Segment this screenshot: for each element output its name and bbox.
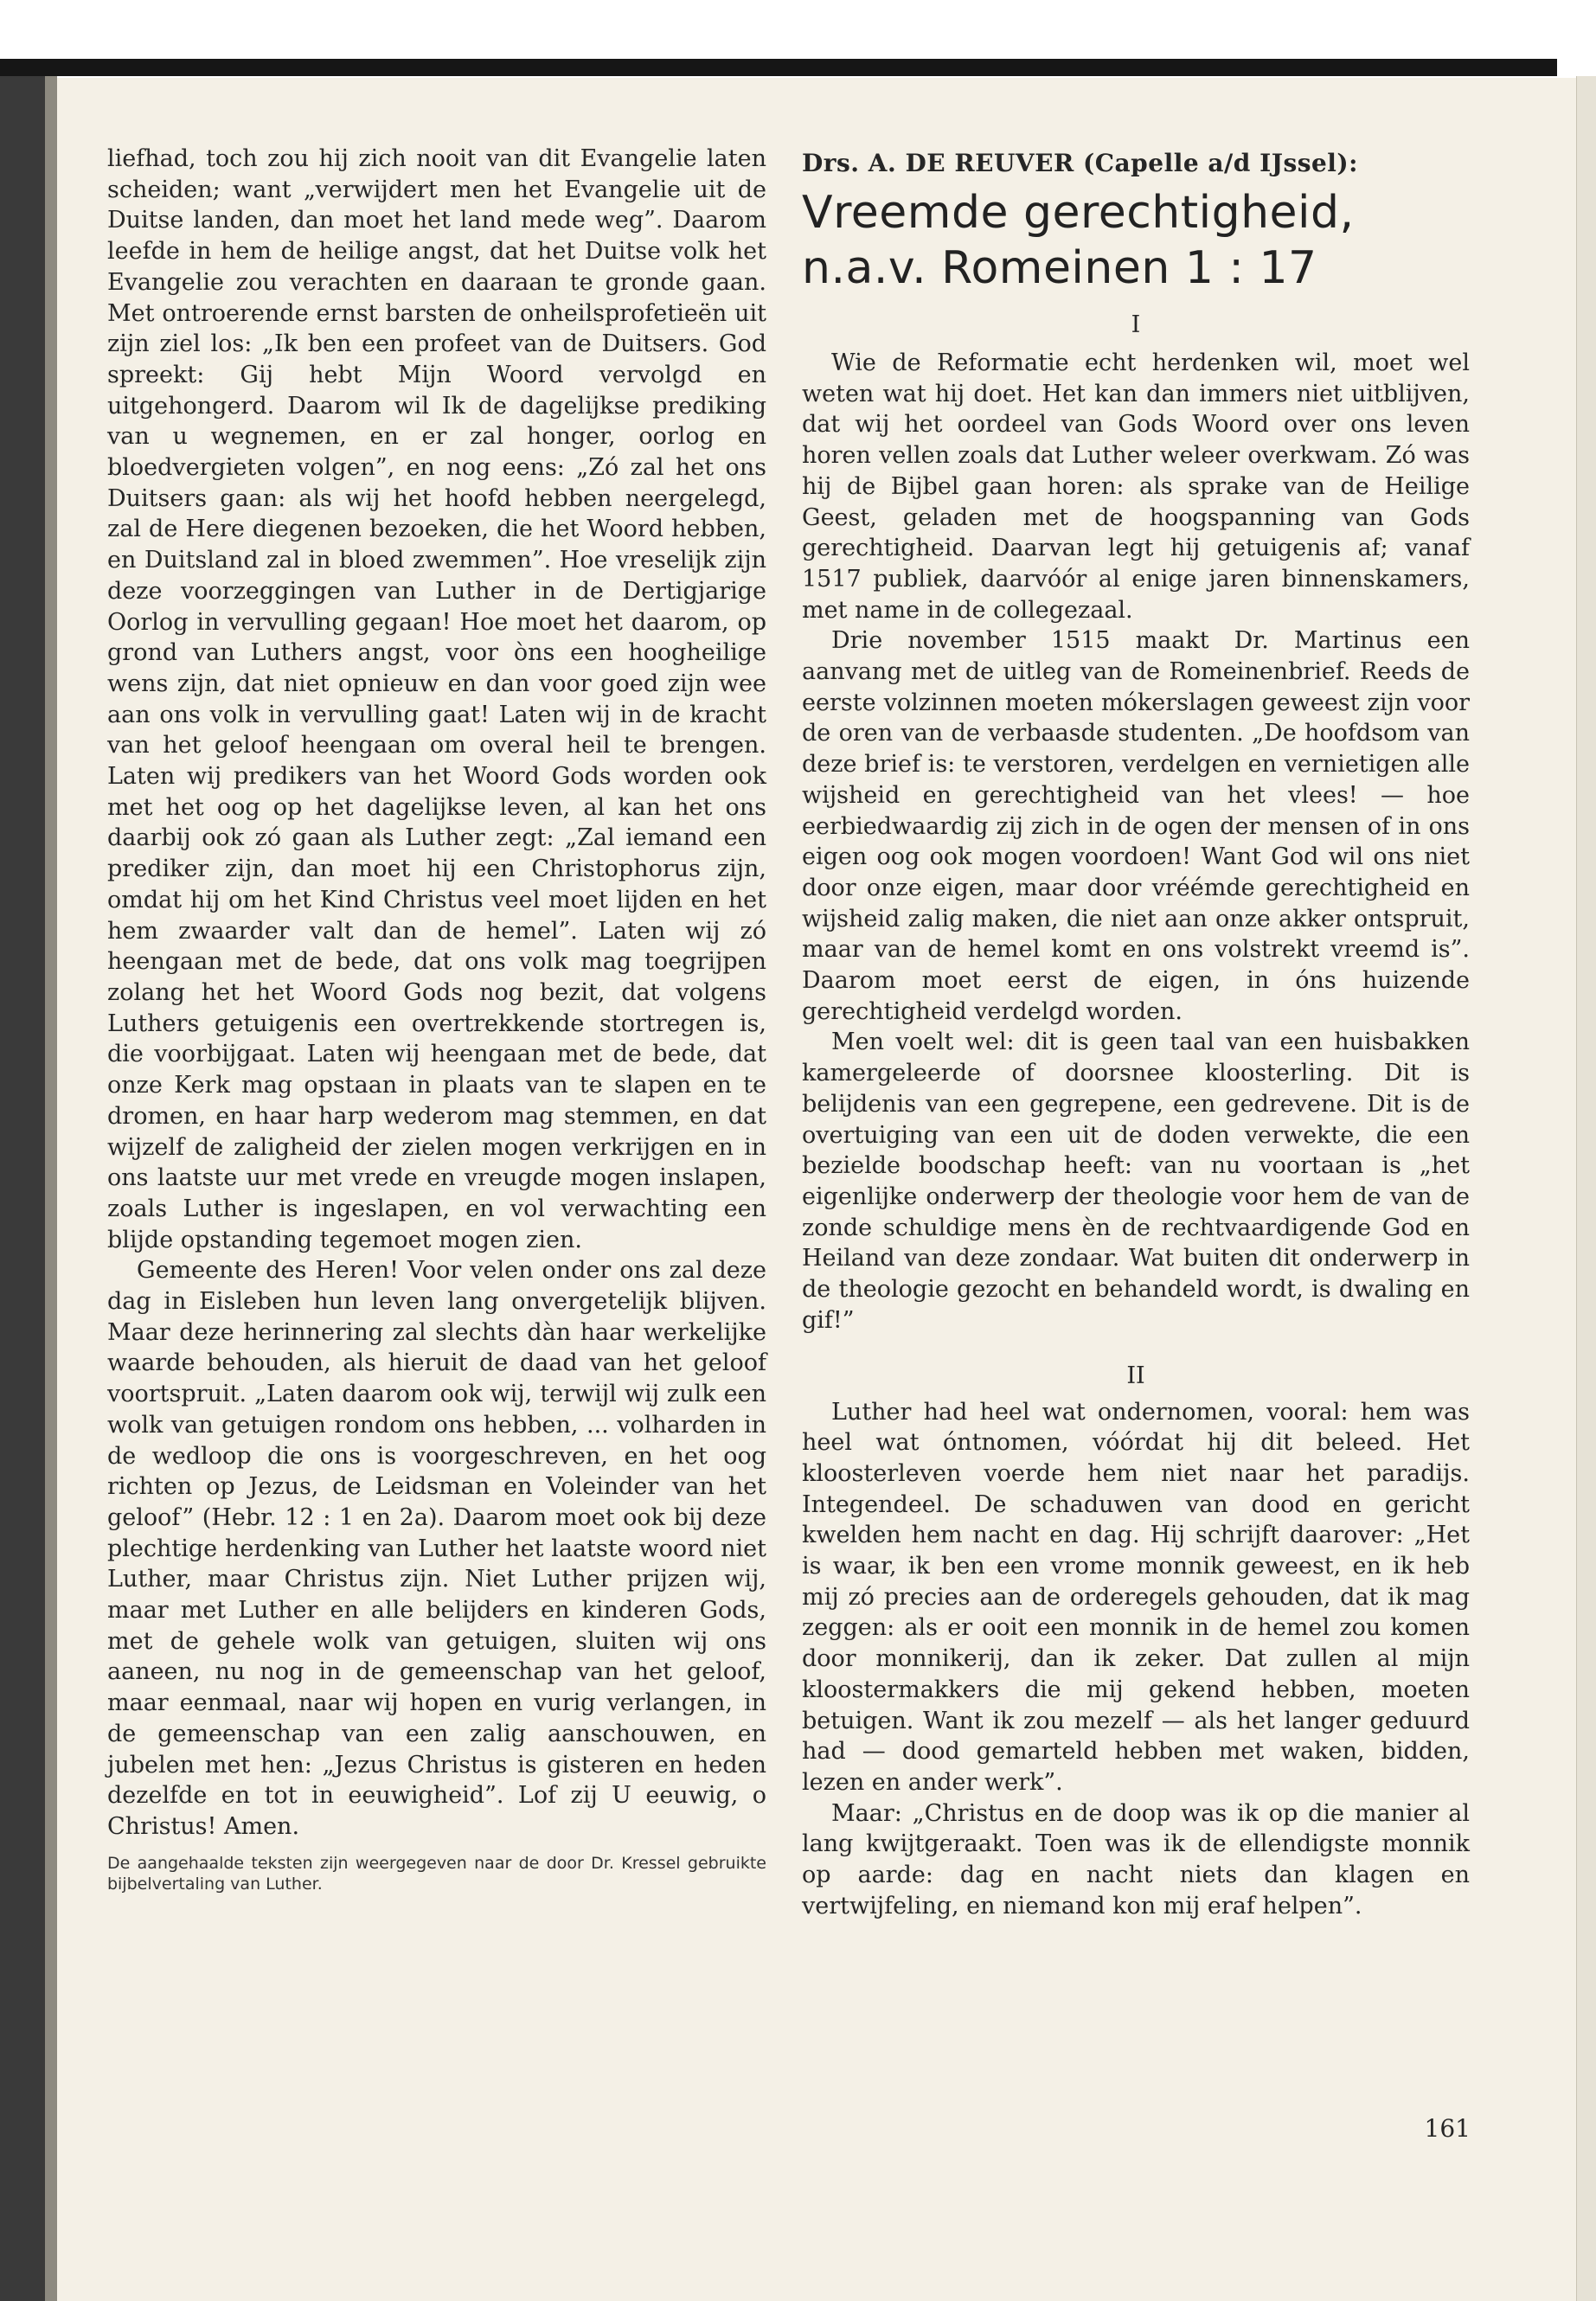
paragraph-gemeente: Gemeente des Heren! Voor velen onder ons zal deze dag in Eisleben hun leven lang onvergetelijk blijven. Maar deze herinnering zal slechts dàn haar werkelijke waarde behouden, als hieruit de daad van het geloof voortspruit. „Laten daarom ook wij, terwijl wij zulk een wolk van getuigen rondom ons hebben, ... volharden in de wedloop die ons is voorgeschreven, en het oog richten op Jezus, de Leidsman en Voleinder van het geloof” (Hebr. 12 : 1 en 2a). Daarom moet ook bij deze plechtige herdenking van Luther het laatste woord niet Luther, maar Christus zijn. Niet Luther prijzen wij, maar met Luther en alle belijders en kinderen Gods, met de gehele wolk van getuigen, sluiten wij ons aaneen, nu nog in de gemeenschap van het geloof, maar eenmaal, naar wij hopen en vurig verlangen, in de gemeenschap van een zalig aanschouwen, en jubelen met hen: „Jezus Christus is gisteren en heden dezelfde en tot in eeuwigheid”. Lof zij U eeuwig, o Christus! Amen. (107, 1257, 766, 1840)
left-column (107, 144, 766, 1894)
binding-edge-left (0, 76, 45, 2301)
author-byline: Drs. A. DE REUVER (Capelle a/d IJssel): (802, 149, 1359, 177)
paragraph-drie-november: Drie november 1515 maakt Dr. Martinus een aanvang met de uitleg van de Romeinenbrief. Reeds de eerste volzinnen moeten mókerslagen geweest zijn voor de oren van de verbaasde studenten. „De hoofdsom van deze brief is: te verstoren, verdelgen en vernietigen alle wijsheid en gerechtigheid van het vlees! — hoe eerbiedwaardig zij zich in de ogen der mensen of in ons eigen oog ook mogen voordoen! Want God wil ons niet door onze eigen, maar door vréémde gerechtigheid en wijsheid zalig maken, die niet aan onze akker ontspruit, maar van de hemel komt en ons volstrekt vreemd is”. Daarom moet eerst de eigen, in óns huizende gerechtigheid verdelgd worden. (802, 627, 1470, 1025)
section-heading-2: II (1126, 1362, 1145, 1389)
paragraph-luther-had: Luther had heel wat ondernomen, vooral: hem was heel wat óntnomen, vóórdat hij dit beleed. Het kloosterleven voerde hem niet naar het paradijs. Integendeel. De schaduwen van dood en gericht kwelden hem nacht en dag. Hij schrijft daarover: „Het is waar, ik ben een vrome monnik geweest, en ik heb mij zó precies aan de orderegels gehouden, dat ik mag zeggen: als er ooit een monnik in de hemel zou komen door monnikerij, dan ik zeker. Dat zullen al mijn kloostermakkers die mij gekend hebben, moeten betuigen. Want ik zou mezelf — als het langer geduurd had — dood gemarteld hebben met waken, bidden, lezen en ander werk”. (802, 1398, 1470, 1796)
paragraph-maar: Maar: „Christus en de doop was ik op die manier al lang kwijtgeraakt. Toen was ik de ellendigste monnik op aarde: dag en nacht niets dan klagen en vertwijfeling, en niemand kon mij eraf helpen”. (802, 1799, 1470, 1920)
paragraph-reformatie: Wie de Reformatie echt herdenken wil, moet wel weten wat hij doet. Het kan dan immers niet uitblijven, dat wij het oordeel van Gods Woord over ons leven horen vellen zoals dat Luther weleer overkwam. Zó was hij de Bijbel gaan horen: als sprake van de Heilige Geest, geladen met de hoogspanning van Gods gerechtigheid. Daarvan legt hij getuigenis af; vanaf 1517 publiek, daarvóór al enige jaren binnenskamers, met name in de collegezaal. (802, 349, 1470, 624)
right-column (802, 149, 1470, 1921)
page-edge-right (1576, 76, 1596, 2301)
paragraph-continuation: liefhad, toch zou hij zich nooit van dit Evangelie laten scheiden; want „verwijdert men het Evangelie uit de Duitse landen, dan moet het land mede weg”. Daarom leefde in hem de heilige angst, dat het Duitse volk het Evangelie zou verachten en daaraan te gronde gaan. Met ontroerende ernst barsten de onheilsprofetieën uit zijn ziel los: „Ik ben een profeet van de Duitsers. God spreekt: Gij hebt Mijn Woord vervolgd en uitgehongerd. Daarom wil Ik de dagelijkse prediking van u wegnemen, en er zal honger, oorlog en bloedvergieten volgen”, en nog eens: „Zó zal het ons Duitsers gaan: als wij het hoofd hebben neergelegd, zal de Here diegenen bezoeken, die het Woord hebben, en Duitsland zal in bloed zwemmen”. Hoe vreselijk zijn deze voorzeggingen van Luther in de Dertigjarige Oorlog in vervulling gegaan! Hoe moet het daarom, op grond van Luthers angst, voor òns een hoogheilige wens zijn, dat niet opnieuw en dan voor goed zijn wee aan ons volk in vervulling gaat! Laten wij in de kracht van het geloof heengaan om overal heil te brengen. Laten wij predikers van het Woord Gods worden ook met het oog op het dagelijkse leven, al kan het ons daarbij ook zó gaan als Luther zegt: „Zal iemand een prediker zijn, dan moet hij een Christophorus zijn, omdat hij om het Kind Christus veel moet lijden en het hem zwaarder valt dan de hemel”. Laten wij zó heengaan met de bede, dat ons volk mag toegrijpen zolang het het Woord Gods nog bezit, dat volgens Luthers getuigenis een overtrekkende stortregen is, die voorbijgaat. Laten wij heengaan met de bede, dat onze Kerk mag opstaan in plaats van te slapen en te dromen, en haar harp wederom mag stemmen, en dat wijzelf de zaligheid der zielen mogen verkrijgen en in ons laatste uur met vrede en vreugde mogen inslapen, zoals Luther is ingeslapen, en vol verwachting een blijde opstanding tegemoet mogen zien. (107, 145, 766, 1253)
footnote: De aangehaalde teksten zijn weergegeven naar de door Dr. Kressel gebruikte bijbelvertaling van Luther. (107, 1853, 766, 1894)
binding-edge-top (0, 59, 1557, 76)
page-gutter (45, 76, 57, 2301)
page-number: 161 (1424, 2114, 1471, 2143)
article-title-line-1: Vreemde gerechtigheid, (802, 187, 1355, 239)
paragraph-men-voelt: Men voelt wel: dit is geen taal van een huisbakken kamergeleerde of doorsnee kloosterling. Dit is belijdenis van een gegrepene, een gedrevene. Dit is de overtuiging van een uit de doden verwekte, die een bezielde boodschap heeft: van nu voortaan is „het eigenlijke onderwerp der theologie voor hem de van de zonde schuldige mens èn de rechtvaardigende God en Heiland van deze zondaar. Wat buiten dit onderwerp in de theologie gezocht en behandeld wordt, is dwaling en gif!” (802, 1029, 1470, 1334)
article-title-line-2: n.a.v. Romeinen 1 : 17 (802, 242, 1317, 294)
section-heading-1: I (1131, 311, 1141, 338)
